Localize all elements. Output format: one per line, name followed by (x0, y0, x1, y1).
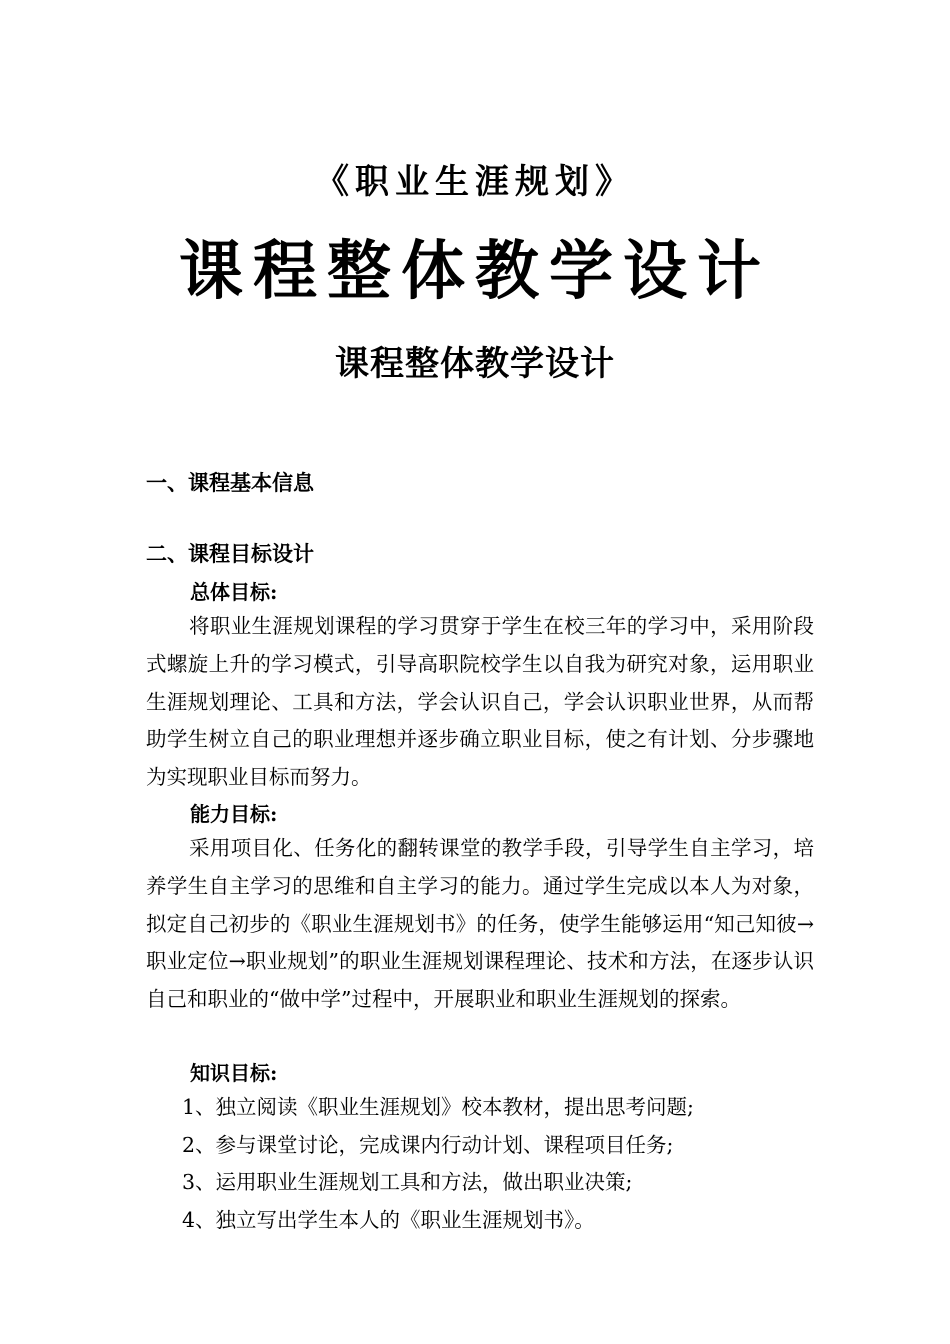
main-title: 课程整体教学设计 (179, 234, 771, 309)
section-heading-goals: 二、课程目标设计 (146, 541, 314, 566)
course-title: 《职业生涯规划》 (315, 162, 635, 202)
ability-goal-text: 采用项目化、任务化的翻转课堂的教学手段，引导学生自主学习，培养学生自主学习的思维和自主学习的能力。通过学生完成以本人为对象，拟定自己初步的《职业生涯规划书》的任务，使学生能够运用“知己知彼→职业定位→职业规划”的职业生涯规划课程理论、技术和方法，在逐步认识自己和职业的“做中学”过程中，开展职业和职业生涯规划的探索。 (146, 836, 814, 1012)
overall-goal-text: 将职业生涯规划课程的学习贯穿于学生在校三年的学习中，采用阶段式螺旋上升的学习模式，引导高职院校学生以自我为研究对象，运用职业生涯规划理论、工具和方法，学会认识自己，学会认识职业世界，从而帮助学生树立自己的职业理想并逐步确立职业目标，使之有计划、分步骤地为实现职业目标而努力。 (146, 614, 814, 790)
list-item: 4、独立写出学生本人的《职业生涯规划书》。 (182, 1207, 595, 1232)
ability-goal-label: 能力目标: (190, 802, 278, 826)
section-heading-basic-info: 一、课程基本信息 (146, 470, 314, 495)
list-item: 1、独立阅读《职业生涯规划》校本教材，提出思考问题; (182, 1095, 694, 1119)
knowledge-goal-list (182, 1089, 694, 1239)
overall-goal-label: 总体目标: (190, 580, 278, 604)
list-item: 3、运用职业生涯规划工具和方法，做出职业决策; (182, 1170, 633, 1195)
knowledge-goal-label: 知识目标: (190, 1061, 278, 1085)
subtitle: 课程整体教学设计 (335, 344, 615, 384)
list-item: 2、参与课堂讨论，完成课内行动计划、课程项目任务; (182, 1132, 674, 1157)
